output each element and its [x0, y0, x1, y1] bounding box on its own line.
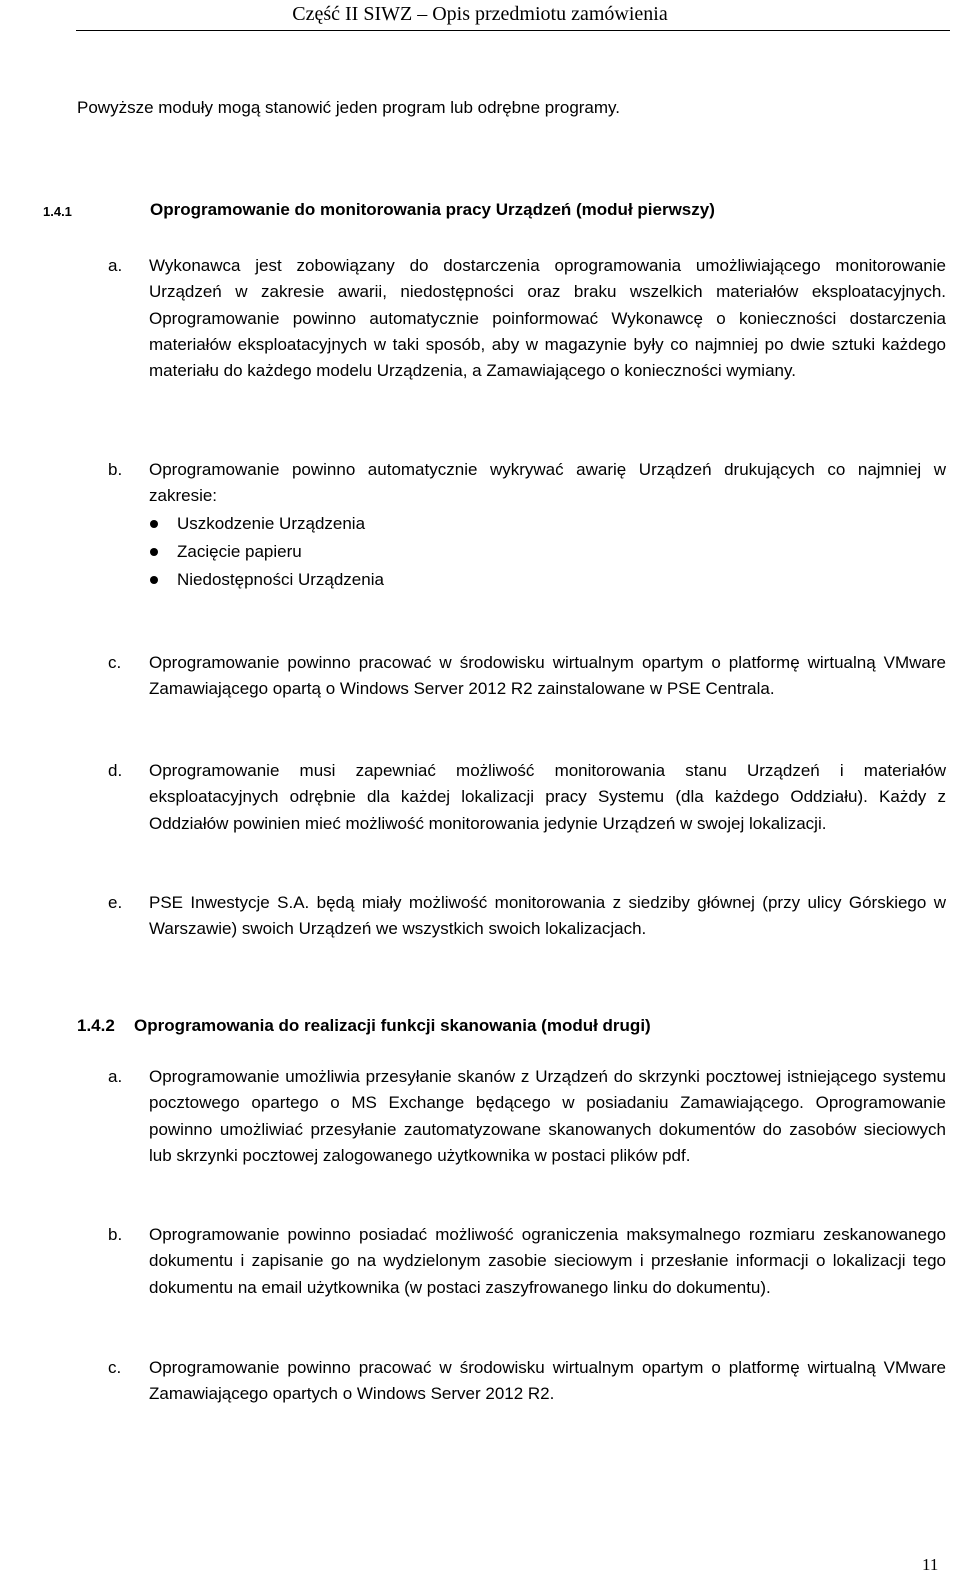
section-title: Oprogramowania do realizacji funkcji skanowania (moduł drugi)	[134, 1016, 651, 1035]
list-item	[108, 1222, 946, 1301]
header-divider	[76, 30, 950, 31]
list-marker: a.	[108, 1067, 123, 1086]
bullet-text: Uszkodzenie Urządzenia	[177, 514, 366, 533]
bullet-item	[150, 510, 384, 538]
bullet-text: Niedostępności Urządzenia	[177, 570, 384, 589]
list-item-text: Oprogramowanie powinno posiadać możliwość ograniczenia maksymalnego rozmiaru zeskanowanego dokumentu i zapisanie go na wydzielonym zasobie sieciowym i przesłanie informacji o lokalizacji tego dokumentu na email użytkownika (w postaci zaszyfrowanego linku do dokumentu).	[149, 1225, 946, 1297]
list-item	[108, 758, 946, 837]
list-item-text: Wykonawca jest zobowiązany do dostarczenia oprogramowania umożliwiającego monitorowanie Urządzeń w zakresie awarii, niedostępności oraz braku wszelkich materiałów eksploatacyjnych. Oprogramowanie powinno automatycznie poinformować Wykonawcę o konieczności dostarczenia materiałów eksploatacyjnych w taki sposób, aby w magazynie były co najmniej po dwie sztuki każdego materiału do każdego modelu Urządzenia, a Zamawiającego o konieczności wymiany.	[149, 256, 946, 381]
bullet-list	[150, 510, 384, 594]
page-number: 11	[922, 1555, 939, 1574]
bullet-icon	[150, 576, 158, 584]
section-number: 1.4.2	[77, 1016, 115, 1035]
list-marker: d.	[108, 761, 123, 780]
list-marker: b.	[108, 460, 123, 479]
bullet-text: Zacięcie papieru	[177, 542, 302, 561]
page-header-title: Część II SIWZ – Opis przedmiotu zamówienia	[292, 3, 668, 25]
list-item	[108, 1064, 946, 1169]
section-title: Oprogramowanie do monitorowania pracy Urządzeń (moduł pierwszy)	[150, 200, 715, 219]
list-marker: c.	[108, 1358, 122, 1377]
list-marker: a.	[108, 256, 123, 275]
list-item	[108, 890, 946, 943]
section-number: 1.4.1	[43, 204, 72, 219]
list-marker: b.	[108, 1225, 123, 1244]
list-item-text: Oprogramowanie powinno pracować w środowisku wirtualnym opartym o platformę wirtualną VMware Zamawiającego opartą o Windows Server 2012 R2 zainstalowane w PSE Centrala.	[149, 653, 946, 699]
bullet-icon	[150, 548, 158, 556]
list-item	[108, 650, 946, 703]
list-item	[108, 1355, 946, 1408]
bullet-icon	[150, 520, 158, 528]
intro-paragraph: Powyższe moduły mogą stanowić jeden program lub odrębne programy.	[77, 98, 621, 117]
list-item-text: Oprogramowanie powinno pracować w środowisku wirtualnym opartym o platformę wirtualną VMware Zamawiającego opartych o Windows Server 2012 R2.	[149, 1358, 946, 1404]
list-marker: e.	[108, 893, 123, 912]
list-item-text: Oprogramowanie powinno automatycznie wykrywać awarię Urządzeń drukujących co najmniej w zakresie:	[149, 460, 946, 506]
list-item-text: Oprogramowanie musi zapewniać możliwość monitorowania stanu Urządzeń i materiałów eksploatacyjnych odrębnie dla każdej lokalizacji pracy Systemu (dla każdego Oddziału). Każdy z Oddziałów powinien mieć możliwość monitorowania jedynie Urządzeń w swojej lokalizacji.	[149, 761, 946, 833]
list-item	[108, 253, 946, 384]
list-item-text: Oprogramowanie umożliwia przesyłanie skanów z Urządzeń do skrzynki pocztowej istniejącego systemu pocztowego opartego o MS Exchange będącego w posiadaniu Zamawiającego. Oprogramowanie powinno umożliwiać przesyłanie zautomatyzowane skanowanych dokumentów do zasobów sieciowych lub skrzynki pocztowej zalogowanego użytkownika w postaci plików pdf.	[149, 1067, 946, 1165]
list-item-text: PSE Inwestycje S.A. będą miały możliwość monitorowania z siedziby głównej (przy ulicy Górskiego w Warszawie) swoich Urządzeń we wszystkich swoich lokalizacjach.	[149, 893, 946, 939]
bullet-item	[150, 566, 384, 594]
list-marker: c.	[108, 653, 122, 672]
list-item	[108, 457, 946, 510]
bullet-item	[150, 538, 384, 566]
